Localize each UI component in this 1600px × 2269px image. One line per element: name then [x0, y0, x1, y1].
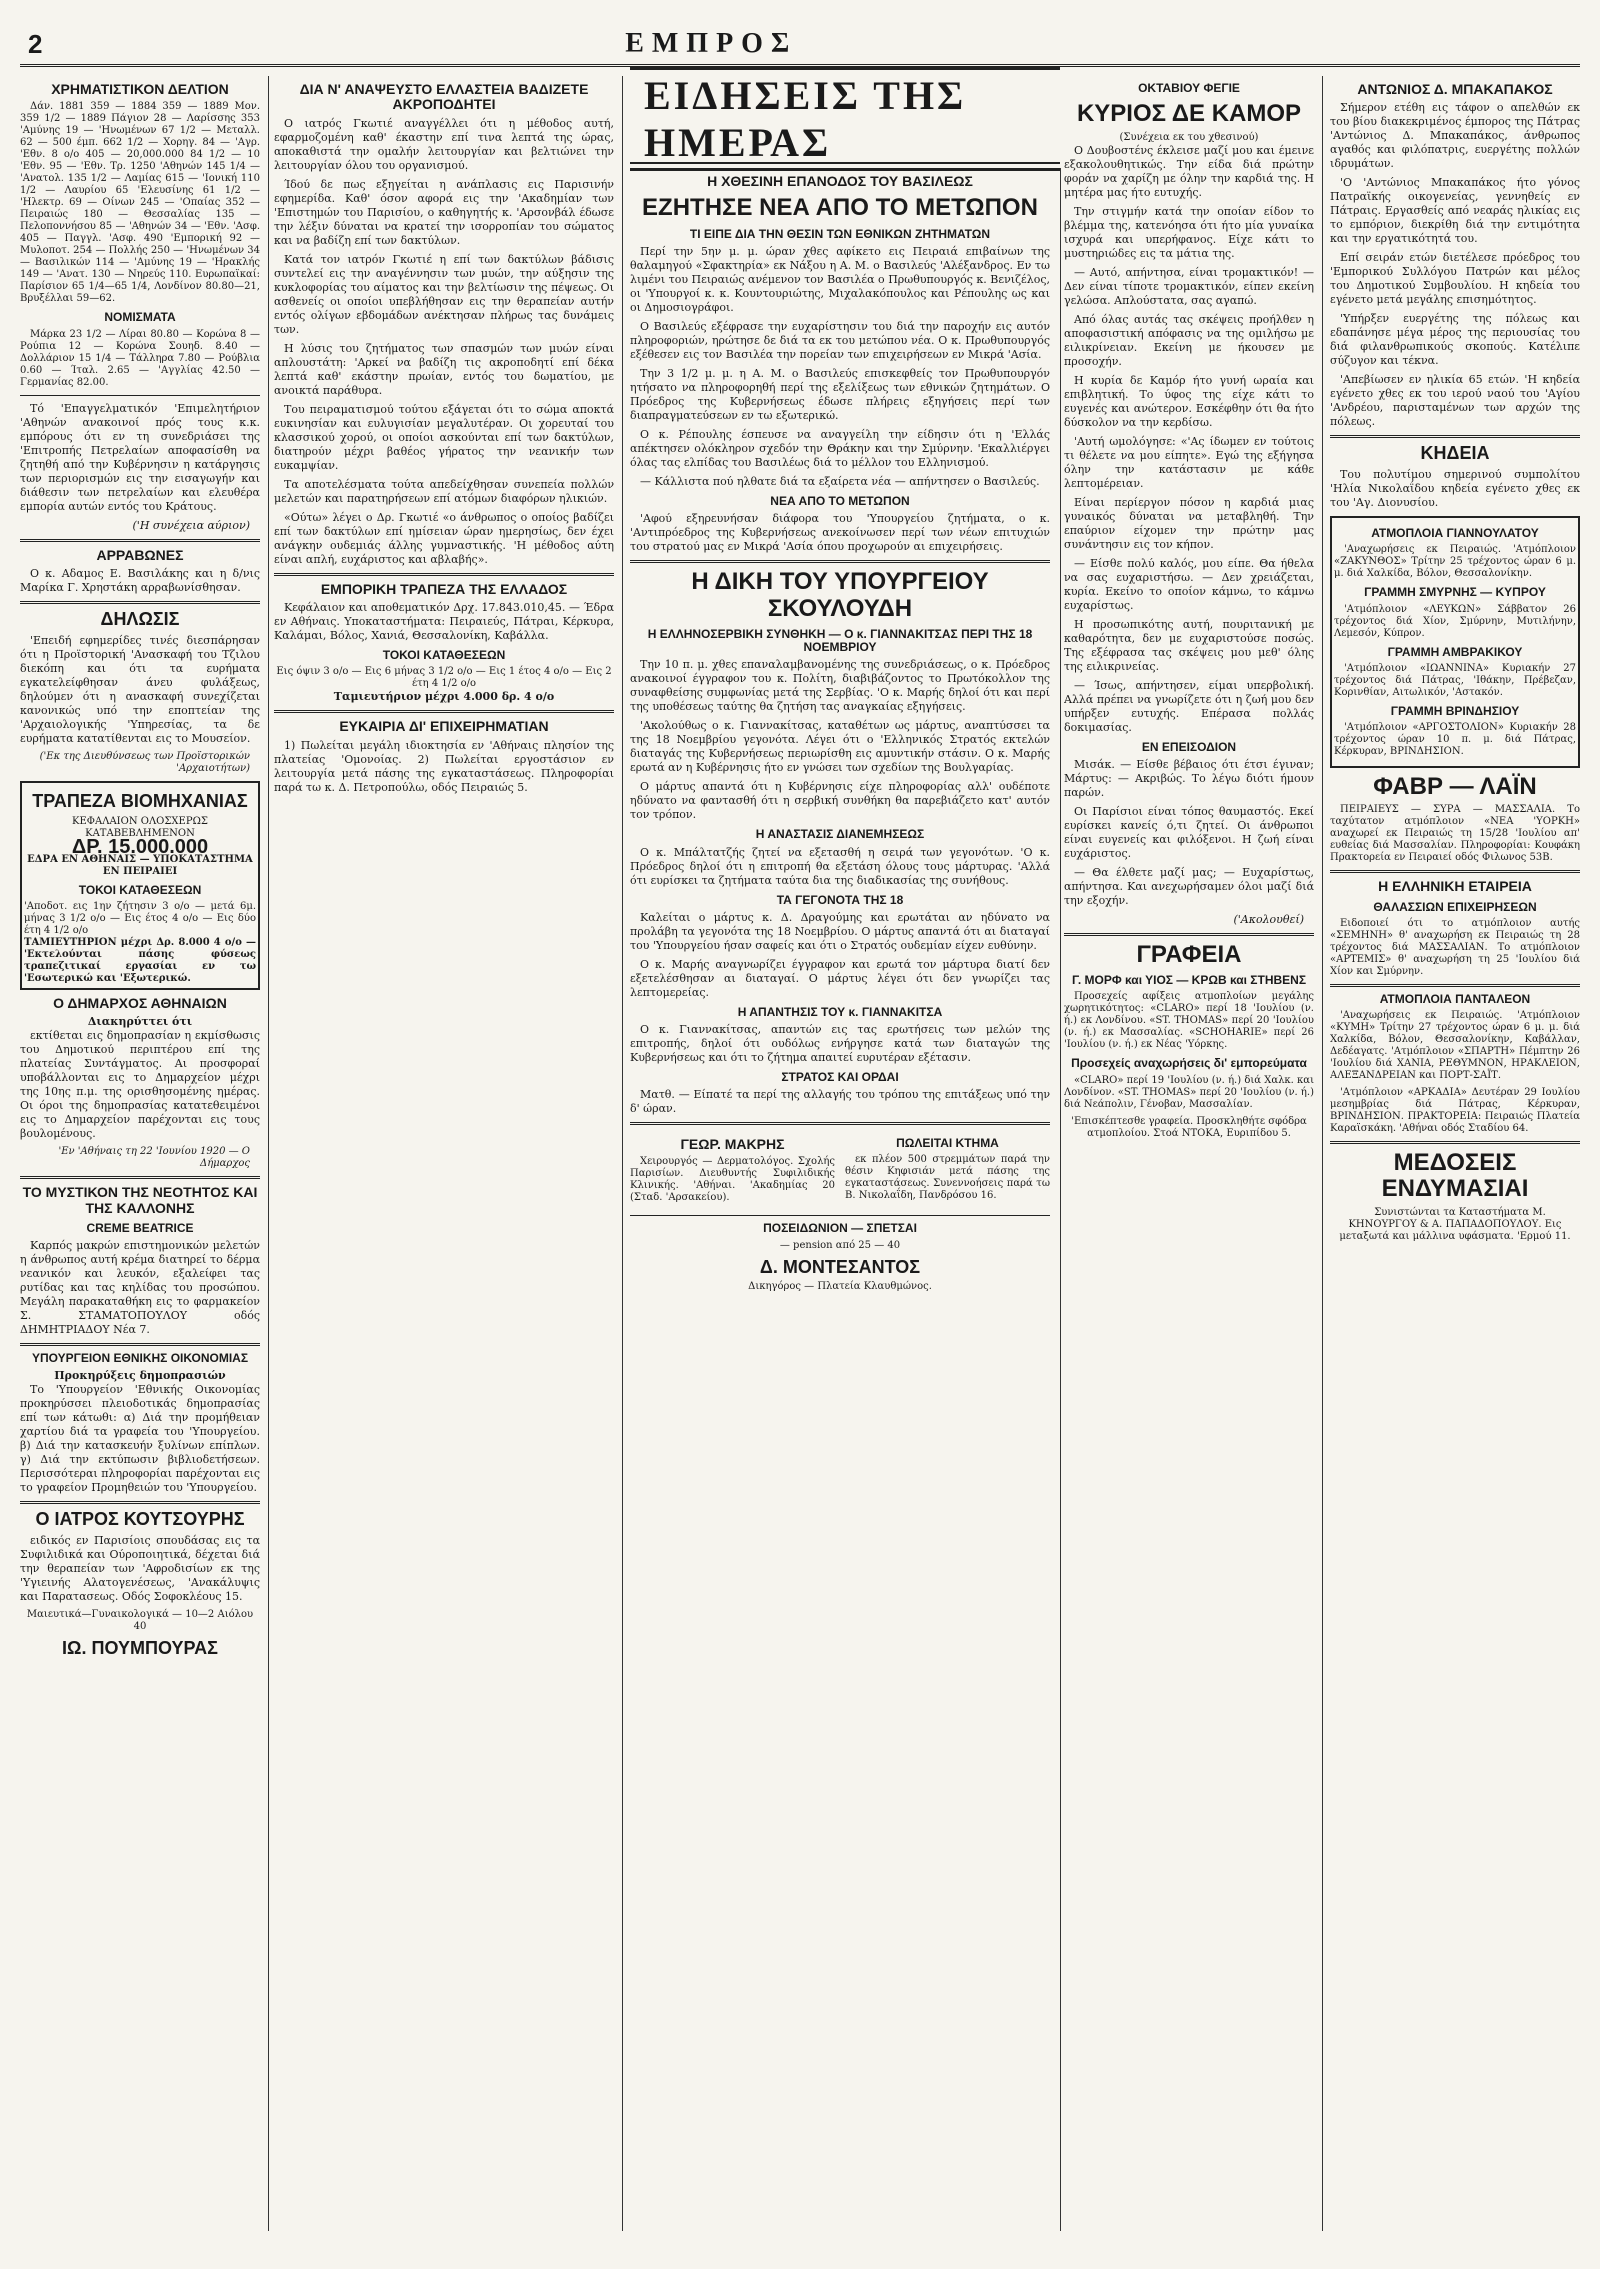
divider: [274, 573, 614, 576]
article-paragraph: Καλείται ο μάρτυς κ. Δ. Δραγούμης και ερωτάται αν ηδύνατο να προλάβη τα γεγονότα της 18 Νοεμβρίου. Ο μάρτυς απαντά ότι αι διαταγαί του 'Υπουργείου ήσαν σαφείς και ότι ο Στρατός ουδεμίαν είχεν ευθύνην.: [630, 910, 1050, 952]
article-paragraph: Ο Βασιλεύς εξέφρασε την ευχαρίστησιν του διά την παροχήν εις αυτόν πληροφοριών, ηρώτησε δε διά τα εκ του μετώπου νέα. Ο κ. Πρωθυπουργός εξέθεσεν εις τον Βασιλέα την πορείαν των επιχειρήσεων εν Μικρά 'Ασία.: [630, 319, 1050, 361]
national-issues-heading: ΤΙ ΕΙΠΕ ΔΙΑ ΤΗΝ ΘΕΣΙΝ ΤΩΝ ΕΘΝΙΚΩΝ ΖΗΤΗΜΑΤΩΝ: [689, 226, 991, 241]
trial-heading: Η ΔΙΚΗ ΤΟΥ ΥΠΟΥΡΓΕΙΟΥ ΣΚΟΥΛΟΥΔΗ: [691, 568, 989, 622]
engagement-text: Ο κ. Αδαμος Ε. Βασιλάκης και η δ/νις Μαρίκα Γ. Χρηστάκη αρραβωνίσθησαν.: [20, 566, 260, 594]
king-return-heading: Η ΧΘΕΣΙΝΗ ΕΠΑΝΟΔΟΣ ΤΟΥ ΒΑΣΙΛΕΩΣ: [707, 173, 973, 189]
article-paragraph: Ο κ. Γιαννακίτσας, απαντών εις τας ερωτήσεις των μελών της επιτροπής, δηλοί ότι ουδόλως ενήργησε κατά των διαταγών της Κυβερνήσεως και ότι το ζήτημα απαιτεί ευρυτέραν εξέτασιν.: [630, 1022, 1050, 1064]
article-paragraph: Περί την 5ην μ. μ. ώραν χθες αφίκετο εις Πειραιά επιβαίνων της θαλαμηγού «Σφακτηρία» εκ Νάξου η Α. Μ. ο Βασιλεύς 'Αλέξανδρος. Εν τω λιμένι του Πειραιώς ανέμενον τον Βασιλέα ο Πρωθυπουργός κ. Βενιζέλος, οι 'Υπουργοί κ. κ. Κουντουριώτης, Μιχαλακόπουλος και Ρέπουλης ως και οι Δημοσιογράφοι.: [630, 244, 1050, 314]
front-subheading: ΝΕΑ ΑΠΟ ΤΟ ΜΕΤΩΠΟΝ: [770, 493, 910, 508]
estate-ad-title: ΠΩΛΕΙΤΑΙ ΚΤΗΜΑ: [896, 1136, 999, 1151]
estate-ad-text: εκ πλέον 500 στρεμμάτων παρά την θέσιν Κηφισιάν μετά πάσης της εγκαταστάσεως. Συνεννοήσεις παρά τω Β. Νικολαΐδη, Πανδρόσου 16.: [845, 1154, 1050, 1202]
stock-bulletin-heading: ΧΡΗΜΑΤΙΣΤΙΚΟΝ ΔΕΛΤΙΟΝ: [51, 81, 229, 97]
serial-paragraph: Από όλας αυτάς τας σκέψεις προήλθεν η αποφασιστική απόφασις να της ομιλήσω με ειλικρίνειαν. Εκείνη με ήκουσεν με προσοχήν.: [1064, 312, 1314, 368]
hellenic-company-text: Ειδοποιεί ότι το ατμόπλοιον αυτής «ΣΕΜΗΝΗ» θ' αναχωρήση εκ Πειραιώς τη 28 τρέχοντος διά ΜΑΣΣΑΛΙΑΝ. Το ατμόπλοιον «ΑΡΤΕΜΙΣ» θ' αναχωρήση τη 25 'Ιουλίου διά Χίον και Σμύρνην.: [1330, 917, 1580, 977]
shipping-line-heading: ΑΤΜΟΠΛΟΙΑ ΓΙΑΝΝΟΥΛΑΤΟΥ: [1371, 526, 1539, 541]
article-paragraph: — Κάλλιστα πού ηλθατε διά τα εξαίρετα νέα — απήντησεν ο Βασιλεύς.: [640, 474, 1040, 488]
divider: [20, 601, 260, 604]
shipping-text: 'Ατμόπλοιον «ΑΡΓΟΣΤΟΛΙΟΝ» Κυριακήν 28 τρέχοντος ώραν 10 π. μ. διά Πάτρας, Κέρκυραν, ΒΡΙΝΔΗΣΙΟΝ.: [1334, 721, 1576, 757]
divider: [630, 560, 1050, 563]
divider: [1064, 933, 1314, 936]
column-1: [20, 76, 269, 2231]
serial-paragraph: Η κυρία δε Καμόρ ήτο γυνή ωραία και επιβλητική. Το ύφος της είχε κάτι το ευγενές και ανώτερον. Εσκέφθην ότι θα ήτο δύσκολον να την κερδίσω.: [1064, 373, 1314, 429]
doctor-text: ειδικός εν Παρισίοις σπουδάσας εις τα Συφιλιδικά και Ούροποιητικά, δέχεται διά την θεραπείαν των 'Αφροδισίων εκ της 'Υγιεινής Αλατογενέσεως, 'Ανακάλυψις και Παρατασεως. Οδός Σοφοκλέους 15.: [20, 1534, 260, 1604]
serial-paragraph: Μισάκ. — Είσθε βέβαιος ότι έτσι έγιναν; Μάρτυς: — Ακριβώς. Το λέγω διότι ήμουν παρών.: [1064, 757, 1314, 799]
mayor-text: εκτίθεται εις δημοπρασίαν η εκμίσθωσις του Δημοτικού περιπτέρου επί της πλατείας Συντάγματος. Αι προσφοραί υποβάλλονται εις το Δημαρχείον μέχρι της 10ης π.μ. της ορισθησομένης ημέρας. Οι όροι της δημοπρασίας κατατεθειμένοι εις το Δημαρχείον παρέχονται εις τους βουλομένους.: [20, 1029, 260, 1141]
masthead: [20, 18, 1580, 67]
column-2: [274, 76, 623, 2231]
shipping-line-heading: ΓΡΑΜΜΗ ΑΜΒΡΑΚΙΚΟΥ: [1387, 644, 1523, 659]
engagements-heading: ΑΡΡΑΒΩΝΕΣ: [96, 546, 184, 563]
divider: [274, 710, 614, 713]
serial-paragraph: Η προσωπικότης αυτή, πουριτανική με καθαρότητα, δεν με ευχαριστούσε ποσώς. Της εξέφρασα τας σκέψεις μου μεθ' όλης της ειλικρινείας.: [1064, 617, 1314, 673]
pantaleon-text: 'Ατμόπλοιον «ΑΡΚΑΔΙΑ» Δευτέραν 29 Ιουλίου μεσημβρίας διά Πάτρας, Κέρκυραν, ΒΡΙΝΔΗΣΙΟΝ. ΠΡΑΚΤΟΡΕΙΑ: Πειραιώς Πλατεία Καραϊσκάκη. 'Αθήναι οδός Σταδίου 64.: [1330, 1087, 1580, 1135]
currency-rates: Μάρκα 23 1/2 — Λίραι 80.80 — Κορώνα 8 — Ρούπια 12 — Κορώνα Σουηδ. 8.40 — Δολλάριον 15 1/4 — Τάλληρα 7.80 — Ρούβλια 0.60 — Ίταλ. 2.65 — 'Αγγλίας 42.50 — Γερμανίας 82.00.: [20, 328, 260, 388]
divider: [1330, 435, 1580, 438]
column-6: [1330, 76, 1580, 2231]
bank-capital: ΔΡ. 15.000.000: [71, 835, 209, 858]
bank-savings: Ταμιευτήριον μέχρι 4.000 δρ. 4 ο/ο: [333, 690, 555, 704]
clothing-ad-text: Συνιστώνται τα Καταστήματα Μ. ΚΗΝΟΥΡΓΟΥ & Α. ΠΑΠΑΔΟΠΟΥΛΟΥ. Εις μεταξωτά και μάλλινα υφάσματα. 'Ερμού 11.: [1339, 1206, 1571, 1242]
obituary-paragraph: 'Ο 'Αντώνιος Μπακαπάκος ήτο γόνος Πατραϊκής οικογενείας, γεννηθείς εν Πάτραις. Εργασθείς από νεαράς ηλικίας εις το εμπόριον, διεκρίθη διά την εντιμότητα και την εργατικότητά του.: [1330, 176, 1580, 246]
newspaper-name: ΕΜΠΡΟΣ: [625, 28, 798, 59]
opportunity-text: 1) Πωλείται μεγάλη ιδιοκτησία εν 'Αθήναις πλησίον της πλατείας 'Ομονοίας. 2) Πωλείται εργοστάσιον εν λειτουργία μετά πάσης της εγκαταστάσεως. Πληροφορίαι παρά τω κ. Δ. Πετροπούλω, οδός Πειραιώς 5.: [274, 738, 614, 794]
article-paragraph: Ο μάρτυς απαντά ότι η Κυβέρνησις είχε πληροφορίας αλλ' ουδέποτε ηδύνατο να φαντασθή ότι η σερβική συνθήκη θα παρεβιάζετο κατ' αυτόν τον τρόπον.: [630, 780, 1050, 822]
deposit-rates: 'Αποδοτ. εις 1ην ζήτησιν 3 ο/ο — μετά 6μ. μήνας 3 1/2 ο/ο — Εις έτος 4 ο/ο — Εις δύο έτη 4 1/2 ο/ο: [24, 900, 256, 936]
doctor-ad-name: ΓΕΩΡ. ΜΑΚΡΗΣ: [680, 1136, 785, 1153]
shipping-line-heading: ΓΡΑΜΜΗ ΒΡΙΝΔΗΣΙΟΥ: [1390, 703, 1520, 718]
article-paragraph: «Ούτω» λέγει ο Δρ. Γκωτιέ «ο άνθρωπος ο οποίος βαδίζει επί των δακτύλων επί ημίσειαν ώραν ημερησίως, δεν έχει ανάγκην ουδεμιάς άλλης γυμναστικής. 'Η μέθοδος αύτη είναι απλή, ευχάριστος και αβλαβής».: [274, 510, 614, 566]
estate-ad: [845, 1131, 1050, 1209]
shipping-line-heading: ΓΡΑΜΜΗ ΣΜΥΡΝΗΣ — ΚΥΠΡΟΥ: [1364, 585, 1546, 600]
bank-rates-heading: ΤΟΚΟΙ ΚΑΤΑΘΕΣΕΩΝ: [382, 648, 506, 663]
serial-title: ΚΥΡΙΟΣ ΔΕ ΚΑΜΟΡ: [1076, 100, 1302, 128]
lawyer-ad-name: Δ. ΜΟΝΤΕΣΑΝΤΟΣ: [759, 1256, 921, 1277]
midwife-specialty: Μαιευτικά—Γυναικολογικά — 10—2 Αιόλου 40: [26, 1609, 254, 1633]
divider: [1330, 1141, 1580, 1144]
article-paragraph: Κατά τον ιατρόν Γκωτιέ η επί των δακτύλων βάδισις συντελεί εις την αναγέννησιν των μυών, την αύξησιν της κυκλοφορίας του αίματος και την βελτίωσιν της πέψεως. Οι ασθενείς οι οποίοι υπεβλήθησαν εις την θεραπείαν αυτήν εντός ολίγων εβδομάδων ανέκτησαν πλήρως τας δυνάμεις των.: [274, 252, 614, 336]
shipping-office-heading: ΓΡΑΦΕΙΑ: [1136, 940, 1242, 968]
front-news-heading: ΕΖΗΤΗΣΕ ΝΕΑ ΑΠΟ ΤΟ ΜΕΤΩΠΟΝ: [642, 194, 1038, 222]
shipping-contact: 'Επισκέπτεσθε γραφεία. Προσκληθήτε σφόδρα ατμοπλοίου. Στοά ΝΤΟΚΑ, Ευριπίδου 5.: [1071, 1115, 1307, 1139]
serial-paragraph: Ο Δουβοστένς έκλεισε μαζί μου και έμεινε εξακολουθητικώς. Την είδα διά πρώτην φοράν να χαρίζη με όλην την καρδιά της. Η μητέρα μας ήτο ευτυχής.: [1064, 143, 1314, 199]
lawyer-ad-text: Δικηγόρος — Πλατεία Κλαυθμώνος.: [748, 1281, 932, 1293]
section-heading: ΣΤΡΑΤΟΣ ΚΑΙ ΟΡΔΑΙ: [781, 1069, 899, 1084]
section-heading: ΤΑ ΓΕΓΟΝΟΤΑ ΤΗΣ 18: [776, 892, 904, 907]
ministry-heading: ΥΠΟΥΡΓΕΙΟΝ ΕΘΝΙΚΗΣ ΟΙΚΟΝΟΜΙΑΣ: [31, 1351, 249, 1366]
arrivals-text: Προσεχείς αφίξεις ατμοπλοίων μεγάλης χωρητικότητος: «CLARO» περί 18 'Ιουλίου (ν. ή.) εκ Λονδίνου. «ST. THOMAS» περί 20 'Ιουλίου (ν. ή.) εκ Μασσαλίας. «SCHOHARIE» περί 26 'Ιουλίου (ν. ή.) εκ Νέας 'Υόρκης.: [1064, 991, 1314, 1051]
article-paragraph: Ο κ. Ρέπουλης έσπευσε να αναγγείλη την είδησιν ότι η 'Ελλάς απέκτησεν ολόκληρον σχεδόν την Θράκην και την Σμύρνην. 'Εκαλλιέργει όλας τας ελπίδας του Βασιλέως διά το μέλλον του Ελληνισμού.: [630, 427, 1050, 469]
serial-paragraph: — Αυτό, απήντησα, είναι τρομακτικόν! — Δεν είναι τίποτε τρομακτικόν, είπεν εκείνη γελώσα. Απλούστατα, σας αγαπώ.: [1064, 265, 1314, 307]
declaration-text: 'Επειδή εφημερίδες τινές διεσπάρησαν ότι η Προϊστορική 'Ανασκαφή του Τζιλου διεκόπη και ότι τα ευρήματα εγκατελείφθησαν άνευ φυλάξεως, δηλούμεν ότι η ανασκαφή συνεχίζεται κανονικώς υπό την εποπτείαν της 'Αρχαιολογικής 'Υπηρεσίας, τα δε ευρήματα κατατίθενται εις το Μουσείον.: [20, 633, 260, 745]
article-paragraph: Την 3 1/2 μ. μ. η Α. Μ. ο Βασιλεύς επισκεφθείς τον Πρωθυπουργόν ητήσατο να πληροφορηθή περί της εξελίξεως των εθνικών ζητημάτων. Ο Πρόεδρος της Κυβερνήσεως έδωσε πλήρεις εξηγήσεις περί των διαπραγματεύσεων εν τω εξωτερικώ.: [630, 366, 1050, 422]
opportunity-heading: ΕΥΚΑΙΡΙΑ ΔΙ' ΕΠΙΧΕΙΡΗΜΑΤΙΑΝ: [339, 718, 549, 735]
departures-heading: Προσεχείς αναχωρήσεις δι' εμπορεύματα: [1071, 1056, 1307, 1071]
article-paragraph: Ματθ. — Είπατέ τα περί της αλλαγής του τρόπου της επιτάξεως υπό την δ' ώραν.: [630, 1088, 1050, 1116]
page-number: 2: [28, 29, 43, 59]
obituary-paragraph: Επί σειράν ετών διετέλεσε πρόεδρος του 'Εμπορικού Συλλόγου Πατρών και μέλος του Δημοτικού Συμβουλίου. Η κηδεία του εγένετο μετά μεγάλης επισημότητος.: [1330, 251, 1580, 307]
funeral-text: Του πολυτίμου σημερινού συμπολίτου 'Ηλία Νικολαΐδου κηδεία εγένετο χθες εκ του 'Αγ. Διονυσίου.: [1330, 468, 1580, 510]
chamber-notice: Τό 'Επαγγελματικόν 'Επιμελητήριον 'Αθηνών ανακοινοί πρός τους κ.κ. εμπόρους ότι εν τη συνεδριάσει της 'Επιτροπής Πετρελαίων αποφασίσθη να ζητηθή από την Κυβέρνησιν η κατάργησις των περιορισμών εις την εισαγωγήν και διάθεσιν των πετρελαίων και ελευθέρα εμπορία αυτών εντός του Κράτους.: [20, 401, 260, 513]
doctor-ad-text: Χειρουργός — Δερματολόγος. Σχολής Παρισίων. Διευθυντής Συφιλιδικής Κλινικής. 'Αθήναι. 'Ακαδημίας 20 (Σταδ. 'Αρσακείου).: [630, 1156, 835, 1204]
serial-paragraph: — Είσθε πολύ καλός, μου είπε. Θα ήθελα να σας ευχαριστήσω. — Δεν χρειάζεται, κυρία. Εκείνο το οποίον κάμνω, το κάμνω ευχαρίστως.: [1064, 556, 1314, 612]
shipping-ads-box: [1330, 516, 1580, 768]
pension-ad-title: ΠΟΣΕΙΔΩΝΙΟΝ — ΣΠΕΤΣΑΙ: [763, 1221, 917, 1236]
divider: [630, 1215, 1050, 1216]
divider: [20, 1343, 260, 1346]
deposit-rates-heading: ΤΟΚΟΙ ΚΑΤΑΘΕΣΕΩΝ: [78, 882, 202, 897]
article-paragraph: Την 10 π. μ. χθες επαναλαμβανομένης της συνεδριάσεως, ο κ. Πρόεδρος ανακοινοί έγγραφον του κ. Πολίτη, διαβιβάζοντος το Πρωτόκολλον της συναφθείσης συμφωνίας μετά της Σερβίας. 'Ο κ. Μαρής δηλοί ότι και περί της υποθέσεως ταύτης θα ζητήση τας αναγκαίας εξηγήσεις.: [630, 658, 1050, 714]
mayor-date: 'Εν 'Αθήναις τη 22 'Ιουνίου 1920 — Ο Δήμαρχος: [58, 1146, 250, 1170]
bank-info: Κεφάλαιον και αποθεματικόν Δρχ. 17.843.010,45. — Έδρα εν Αθήναις. Υποκαταστήματα: Πειραιεύς, Πάτραι, Κέρκυρα, Καλάμαι, Βόλος, Χανιά, Θεσσαλονίκη, Καβάλλα.: [274, 601, 614, 643]
serial-continuation: (Συνέχεια εκ του χθεσινού): [1119, 131, 1259, 143]
pantaleon-heading: ΑΤΜΟΠΛΟΙΑ ΠΑΝΤΑΛΕΟΝ: [1379, 991, 1531, 1006]
divider: [20, 1501, 260, 1504]
article-paragraph: Τα αποτελέσματα τούτα απεδείχθησαν συνεπεία πολλών μελετών και παρατηρήσεων επί ατόμων διαφόρων ηλικιών.: [274, 477, 614, 505]
fabre-line-text: ΠΕΙΡΑΙΕΥΣ — ΣΥΡΑ — ΜΑΣΣΑΛΙΑ. Το ταχύτατον ατμόπλοιον «ΝΕΑ 'ΥΟΡΚΗ» αναχωρεί εκ Πειραιώς τη 15/28 'Ιουλίου απ' ευθείας διά Μασσαλίαν. Πληροφορίαι: Κουφάκη Πρακτορεία εν Πειραιεί οδός Φιλωνος 53Β.: [1330, 804, 1580, 864]
obituary-paragraph: Σήμερον ετέθη εις τάφον ο απελθών εκ του βίου διακεκριμένος έμπορος της Πάτρας 'Αντώνιος Δ. Μπακαπάκος, άνθρωπος αγαθός και φιλόπατρις, ευεργέτης πολλών ιδρυμάτων.: [1330, 101, 1580, 171]
article-paragraph: Ο κ. Μπάλτατζής ζητεί να εξετασθή η σειρά των γεγονότων. 'Ο κ. Πρόεδρος δηλοί ότι η επιτροπή θα εξετάση όλους τους μάρτυρας. 'Αλλά ότι ευρίσκει τα ζητήματα ταύτα δια της διαδικασίας της συνήθους.: [630, 845, 1050, 887]
declaration-signature: ('Εκ της Διευθύνσεως των Προϊστορικών 'Αρχαιοτήτων): [39, 750, 250, 774]
classifieds-row: [630, 1131, 1050, 1209]
clothing-ad-heading: ΜΕΔΟΣΕΙΣ ΕΝΔΥΜΑΣΙΑΙ: [1381, 1149, 1529, 1203]
shipping-text: 'Ατμόπλοιον «ΙΩΑΝΝΙΝΑ» Κυριακήν 27 τρέχοντος διά Πάτρας, 'Ιθάκην, Πρέβεζαν, Κορινθίαν, Αιτωλικόν, 'Αστακόν.: [1334, 662, 1576, 698]
serial-paragraph: — Ίσως, απήντησεν, είμαι υπερβολική. Αλλά πρέπει να γνωρίζετε ότι η ζωή μου δεν υπήρξεν ευτυχής. Επέρασα πολλάς δοκιμασίας.: [1064, 678, 1314, 734]
commercial-bank-heading: ΕΜΠΟΡΙΚΗ ΤΡΑΠΕΖΑ ΤΗΣ ΕΛΛΑΔΟΣ: [320, 580, 568, 597]
ministry-text: Το 'Υπουργείον 'Εθνικής Οικονομίας προκηρύσσει πλειοδοτικάς δημοπρασίας επί των κάτωθι: α) Διά την προμήθειαν χαρτίου διά τα γραφεία του 'Υπουργείου. β) Διά την κατασκευήν ξυλίνων επίπλων. γ) Διά την εκτύπωσιν βιβλιοδετήσεων. Περισσότεραι πληροφορίαι παρέχονται εις το γραφείον Προμηθειών του 'Υπουργείου.: [20, 1383, 260, 1495]
obituary-heading: ΑΝΤΩΝΙΟΣ Δ. ΜΠΑΚΑΠΑΚΟΣ: [1357, 81, 1553, 97]
section-heading: Η ΑΠΑΝΤΗΣΙΣ ΤΟΥ κ. ΓΙΑΝΝΑΚΙΤΣΑ: [737, 1004, 943, 1019]
newspaper-page: [20, 18, 1580, 2233]
tiptoe-article-heading: ΔΙΑ Ν' ΑΝΑΨΕΥΣΤΟ ΕΛΛΑΣΤΕΙΑ ΒΑΔΙΖΕΤΕ ΑΚΡΟΠΟΔΗΤΕΙ: [299, 81, 589, 113]
date-line: [1380, 58, 1580, 64]
industry-bank-ad: [20, 781, 260, 990]
news-banner-title: ΕΙΔΗΣΕΙΣ ΤΗΣ ΗΜΕΡΑΣ: [630, 67, 1060, 171]
divider: [20, 1176, 260, 1179]
hellenic-company-heading: Η ΕΛΛΗΝΙΚΗ ΕΤΑΙΡΕΙΑ: [1378, 878, 1532, 895]
pantaleon-text: 'Αναχωρήσεις εκ Πειραιώς. 'Ατμόπλοιον «ΚΥΜΗ» Τρίτην 27 τρέχοντος ώραν 6 μ. μ. διά Χαλκίδα, Βόλον, Θεσσαλονίκην, Καβάλλαν, Δεδέαγατς. 'Ατμόπλοιον «ΣΠΑΡΤΗ» Πέμπτην 26 'Ιουλίου διά ΧΑΝΙΑ, ΡΕΘΥΜΝΟΝ, ΗΡΑΚΛΕΙΟΝ, ΑΛΕΞΑΝΔΡΕΙΑΝ και ΠΟΡΤ-ΣΑΪΤ.: [1330, 1010, 1580, 1082]
divider: [20, 539, 260, 542]
cream-text: Καρπός μακρών επιστημονικών μελετών η άνθρωπος αυτή κρέμα διατηρεί το δέρμα νεανικόν και λευκόν, εξαλείφει τας ρυτίδας και τας κηλίδας του προσώπου. Μεγάλη παρακαταθήκη εις το φαρμακείον Σ. ΣΤΑΜΑΤΟΠΟΥΛΟΥ οδός ΔΗΜΗΤΡΙΑΔΟΥ Νέα 7.: [20, 1239, 260, 1337]
notice-continuation: ('Η συνέχεια αύριον): [132, 518, 250, 532]
serial-to-be-continued: ('Ακολουθεί): [1233, 912, 1304, 926]
funeral-heading: ΚΗΔΕΙΑ: [1420, 443, 1490, 464]
divider: [20, 395, 260, 396]
section-heading: Η ΑΝΑΣΤΑΣΙΣ ΔΙΑΝΕΜΗΣΕΩΣ: [755, 827, 925, 842]
shipping-office-name: Γ. ΜΟΡΦ και ΥΙΟΣ — ΚΡΩΒ και ΣΤΗΒΕΝΣ: [1071, 973, 1307, 988]
departures-text: «CLARO» περί 19 'Ιουλίου (ν. ή.) διά Χαλκ. και Λονδίνον. «ST. THOMAS» περί 20 'Ιουλίου (ν. ή.) διά Νεάπολιν, Γένοβαν, Μασσαλίαν.: [1064, 1074, 1314, 1110]
bank-seat: ΕΔΡΑ ΕΝ ΑΘΗΝΑΙΣ — ΥΠΟΚΑΤΑΣΤΗΜΑ ΕΝ ΠΕΙΡΑΙΕΙ: [27, 853, 253, 877]
fabre-line-heading: ΦΑΒΡ — ΛΑΪΝ: [1373, 772, 1537, 800]
divider: [630, 1122, 1050, 1125]
obituary-paragraph: 'Απεβίωσεν εν ηλικία 65 ετών. 'Η κηδεία εγένετο χθες εκ του ιερού ναού του 'Αγίου 'Ανδρέου, παρισταμένων των αρχών της πόλεως.: [1330, 373, 1580, 429]
savings-info: ΤΑΜΙΕΥΤΗΡΙΟΝ μέχρι Δρ. 8.000 4 ο/ο — 'Εκτελούνται πάσης φύσεως τραπεζιτικαί εργασίαι εν τω 'Εσωτερικώ και 'Εξωτερικώ.: [24, 936, 256, 984]
cream-brand: CREME BEATRICE: [86, 1220, 194, 1235]
shipping-text: 'Ατμόπλοιον «ΛΕΥΚΩΝ» Σάββατον 26 τρέχοντος διά Χίον, Σμύρνην, Μυτιλήνην, Λεμεσόν, Κύπρον.: [1334, 603, 1576, 639]
obituary-paragraph: 'Υπήρξεν ευεργέτης της πόλεως και εδαπάνησε μέγα μέρος της περιουσίας του διά φιλανθρωπικούς σκοπούς. Κατέλιπε σύζυγον και τέκνα.: [1330, 312, 1580, 368]
mayor-subheading: Διακηρύττει ότι: [87, 1015, 193, 1029]
divider: [1330, 870, 1580, 873]
serial-paragraph: 'Αυτή ωμολόγησε: «'Ας ίδωμεν εν τούτοις τι θέλετε να μου είπητε». Εγώ της εξήγησα όλην την κατάστασιν με κάθε λεπτομέρειαν.: [1064, 434, 1314, 490]
serial-author: ΟΚΤΑΒΙΟΥ ΦΕΓΙΕ: [1138, 81, 1240, 95]
serial-paragraph: Την στιγμήν κατά την οποίαν είδον το βλέμμα της, κατενόησα ότι ήτο μία γυναίκα ισχυρά και υπερήφανος. Είχε κάτι το μυστηριώδες εις τα μάτια της.: [1064, 204, 1314, 260]
declaration-heading: ΔΗΛΩΣΙΣ: [100, 608, 180, 629]
serial-paragraph: Είναι περίεργον πόσον η καρδιά μιας γυναικός δύναται να μεταβληθή. Την επαύριον είχομεν την πρώτην μας συνάντησιν εις τον κήπον.: [1064, 495, 1314, 551]
article-paragraph: 'Αφού εξηρευνήσαν διάφορα του 'Υπουργείου ζητήματα, ο κ. 'Αντιπρόεδρος της Κυβερνήσεως ανεκοίνωσεν περί των νέων επιτυχιών του στρατού μας εν Μικρά 'Ασία όπου προχωρούν αι επιχειρήσεις.: [630, 512, 1050, 554]
pension-ad-text: — pension από 25 — 40: [779, 1239, 901, 1251]
trial-subheading: Η ΕΛΛΗΝΟΣΕΡΒΙΚΗ ΣΥΝΘΗΚΗ — Ο κ. ΓΙΑΝΝΑΚΙΤΣΑΣ ΠΕΡΙ ΤΗΣ 18 ΝΟΕΜΒΡΙΟΥ: [647, 626, 1033, 655]
hellenic-company-subheading: ΘΑΛΑΣΣΙΩΝ ΕΠΙΧΕΙΡΗΣΕΩΝ: [1373, 899, 1537, 914]
beauty-secret-heading: ΤΟ ΜΥΣΤΙΚΟΝ ΤΗΣ ΝΕΟΤΗΤΟΣ ΚΑΙ ΤΗΣ ΚΑΛΛΟΝΗΣ: [22, 1184, 258, 1216]
doctor-ad: [630, 1131, 835, 1209]
currencies-heading: ΝΟΜΙΣΜΑΤΑ: [104, 310, 176, 325]
article-paragraph: Ο κ. Μαρής αναγνωρίζει έγγραφον και ερωτά τον μάρτυρα διατί δεν εξετελέσθησαν αι διαταγαί. Ο μάρτυς λέγει ότι δεν γνωρίζει τας λεπτομερείας.: [630, 957, 1050, 999]
article-paragraph: 'Ακολούθως ο κ. Γιαννακίτσας, καταθέτων ως μάρτυς, αναπτύσσει τα της 18 Νοεμβρίου γεγονότα. Λέγει ότι ο 'Ελληνικός Στρατός εκτελών διαταγάς της Κυβερνήσεως περιωρίσθη εις αμυντικήν στάσιν. Ο κ. Μαρής ερωτά αν η Κυβέρνησις ήτο εν γνώσει των σχεδίων της Βουλγαρίας.: [630, 719, 1050, 775]
bank-name: ΤΡΑΠΕΖΑ ΒΙΟΜΗΧΑΝΙΑΣ: [32, 790, 248, 811]
serial-paragraph: Οι Παρίσιοι είναι τόπος θαυμαστός. Εκεί ευρίσκει κανείς ό,τι ζητεί. Οι άνθρωποι είναι ευγενείς και φιλόξενοι. Η ζωή είναι ευχάριστος.: [1064, 804, 1314, 860]
bank-capital-label: ΚΕΦΑΛΑΙΟΝ ΟΛΟΣΧΕΡΩΣ ΚΑΤΑΒΕΒΛΗΜΕΝΟΝ: [72, 815, 208, 839]
news-banner: [630, 73, 1060, 165]
stock-prices: Δάν. 1881 359 — 1884 359 — 1889 Μον. 359 1/2 — 1889 Πάγιον 28 — Λαρίσσης 353 'Αμύνης 19 — 'Ηνωμένων 67 1/2 — Μεταλλ. 62 — 500 έμπ. 662 1/2 — Χορηγ. 84 — 'Αγρ. 'Εθν. 8 ο/ο 405 — 20,000.000 84 1/2 — 10 'Εθν. 95 — 'Εθν. Τρ. 1250 'Αθηνών 145 1/4 — 'Ανατολ. 135 1/2 — Λαμίας 615 — 'Ιονική 110 1/2 — Λαυρίου 65 'Ελευσίνης 61 1/2 — 'Ηλεκτρ. 69 — Οίνων 245 — 'Οπαίας 352 — Πειραιώς 180 — Θεσσαλίας 135 — Πελοποννήσου 85 — 'Αθηνών 34 — 'Εθν. 'Ασφ. 405 — Παγγλ. 'Ασφ. 490 'Εμπορική 92 — Μυλοποτ. 254 — Πολλής 250 — 'Ηνωμένων 34 — Βασιλικών 114 — 'Αμύνης 19 — 'Ηρακλής 149 — 'Ανατ. 130 — Νηρεύς 110. Ευρωπαϊκαί: Παρίσιον 65 1/4—65 1/4, Λονδίνον 80.80—21, Βρυξέλλαι 59—62.: [20, 101, 260, 305]
doctor-heading: Ο ΙΑΤΡΟΣ ΚΟΥΤΣΟΥΡΗΣ: [35, 1509, 245, 1530]
serial-section: ΕΝ ΕΠΕΙΣΟΔΙΟΝ: [1141, 739, 1237, 754]
serial-paragraph: — Θα έλθετε μαζί μας; — Ευχαρίστως, απήντησα. Και ανεχωρήσαμεν όλοι μαζί διά την εξοχήν.: [1064, 865, 1314, 907]
article-paragraph: Η λύσις του ζητήματος των σπασμών των μυών είναι απλουστάτη: 'Αρκεί να βαδίζη τις ακροποδητί επί δέκα λεπτά καθ' εκάστην πρωίαν, εντός του δωματίου, με ανοικτά παράθυρα.: [274, 341, 614, 397]
divider: [1330, 984, 1580, 987]
article-paragraph: Ίδού δε πως εξηγείται η ανάπλασις εις Παρισινήν εφημερίδα. Καθ' όσον αφορά εις την 'Ακαδημίαν των 'Επιστημών του Παρισίου, ο καθηγητής κ. 'Αρσονβάλ έδωσε την λέξιν δύναται να κρατεί την ισορροπίαν του σώματος και να βαδίζη επί των δακτύλων.: [274, 177, 614, 247]
article-paragraph: Του πειραματισμού τούτου εξάγεται ότι το σώμα αποκτά ευκινησίαν και ευλυγισίαν μεγαλυτέραν. Οι χορευταί του κλασσικού χορού, οι οποίοι ασκούνται επί των δακτύλων, διατηρούν μέχρι βαθέος γήρατος την νεανικήν των ευκαμψίαν.: [274, 402, 614, 472]
mayor-heading: Ο ΔΗΜΑΡΧΟΣ ΑΘΗΝΑΙΩΝ: [53, 994, 227, 1011]
column-5: [1064, 76, 1323, 2231]
ministry-subheading: Προκηρύξεις δημοπρασιών: [54, 1369, 226, 1383]
article-paragraph: Ο ιατρός Γκωτιέ αναγγέλλει ότι η μέθοδος αυτή, εφαρμοζομένη καθ' έκαστην επί τινα λεπτά της ώρας, αποκαθιστά την ομαλήν λειτουργίαν και βελτιώνει την λειτουργίαν όλου του οργανισμού.: [274, 116, 614, 172]
bank-rates: Εις όψιν 3 ο/ο — Εις 6 μήνας 3 1/2 ο/ο — Εις 1 έτος 4 ο/ο — Εις 2 έτη 4 1/2 ο/ο: [276, 666, 612, 690]
shipping-text: 'Αναχωρήσεις εκ Πειραιώς. 'Ατμόπλοιον «ΖΑΚΥΝΘΟΣ» Τρίτην 25 τρέχοντος ώραν 6 μ. μ. διά Χαλκίδα, Βόλον, Θεσσαλονίκην.: [1334, 544, 1576, 580]
midwife-name: ΙΩ. ΠΟΥΜΠΟΥΡΑΣ: [62, 1638, 218, 1659]
column-3: [630, 168, 1061, 2231]
